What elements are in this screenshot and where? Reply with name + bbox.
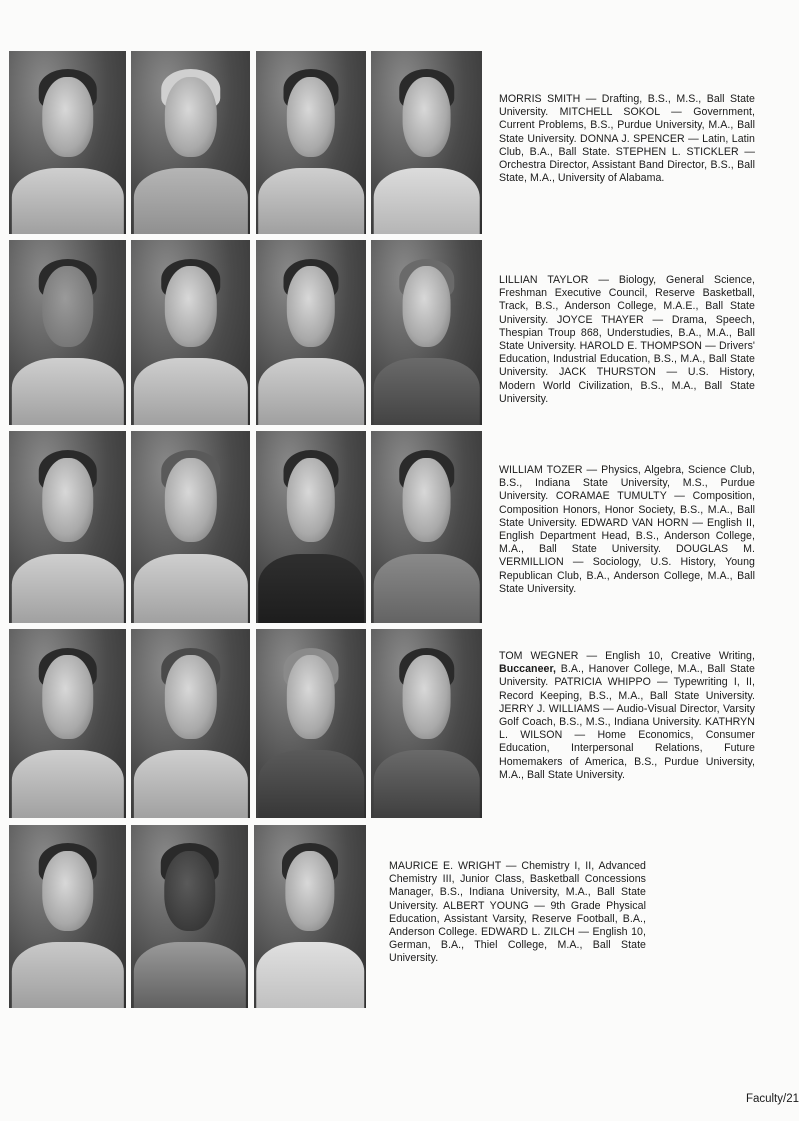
faculty-portrait	[9, 51, 126, 234]
yearbook-name: Buccaneer,	[499, 663, 557, 676]
faculty-portrait	[371, 629, 482, 818]
faculty-portrait	[9, 431, 126, 623]
faculty-caption: LILLIAN TAYLOR — Biology, General Science, Freshman Executive Council, Reserve Basketball, Track, B.S., Anderson College, M.A.E., Ball State University. JOYCE THAYER — Drama, Speech, Thespian Troup 868, Understudies, B.A., M.A., Ball State University. HAROLD E. THOMPSON — Drivers' Education, Industrial Education, B.S., M.A., Ball State University. JACK THURSTON — U.S. History, Modern World Civilization, B.S., M.A., Ball State University.	[499, 274, 755, 405]
faculty-caption: MAURICE E. WRIGHT — Chemistry I, II, Advanced Chemistry III, Junior Class, Basketball Concessions Manager, B.S., Indiana University, M.A., Ball State University. ALBERT YOUNG — 9th Grade Physical Education, Assistant Varsity, Reserve Football, B.A., Anderson College. EDWARD L. ZILCH — English 10, German, B.A., Thiel College, M.A., Ball State University.	[389, 860, 646, 965]
faculty-portrait	[256, 240, 366, 425]
faculty-portrait	[256, 431, 366, 623]
faculty-portrait	[131, 431, 250, 623]
faculty-portrait	[131, 51, 250, 234]
faculty-portrait	[371, 431, 482, 623]
page-folio: Faculty/21	[745, 1093, 799, 1105]
faculty-portrait	[9, 629, 126, 818]
faculty-portrait	[256, 51, 366, 234]
faculty-caption: MORRIS SMITH — Drafting, B.S., M.S., Ball State University. MITCHELL SOKOL — Government, Current Problems, B.S., Purdue University, M.A., Ball State University. DONNA J. SPENCER — Latin, Latin Club, B.A., Ball State. STEPHEN L. STICKLER — Orchestra Director, Assistant Band Director, B.S., Ball State, M.A., University of Alabama.	[499, 93, 755, 185]
caption-text: B.A., Hanover College, M.A., Ball State University. PATRICIA WHIPPO — Typewriting I, II, Record Keeping, B.S., M.A., Ball State University. JERRY J. WILLIAMS — Audio-Visual Director, Varsity Golf Coach, B.S., M.S., Indiana University. KATHRYN L. WILSON — Home Economics, Consumer Education, Interpersonal Relations, Future Homemakers of America, B.S., Purdue University, M.A., Ball State University.	[499, 663, 755, 781]
faculty-portrait	[131, 825, 248, 1008]
faculty-caption	[499, 650, 755, 782]
faculty-portrait	[131, 629, 250, 818]
faculty-portrait	[256, 629, 366, 818]
caption-text: TOM WEGNER — English 10, Creative Writing,	[499, 650, 755, 662]
faculty-portrait	[9, 240, 126, 425]
faculty-portrait	[254, 825, 366, 1008]
faculty-caption: WILLIAM TOZER — Physics, Algebra, Science Club, B.S., Indiana State University, M.S., Purdue University. CORAMAE TUMULTY — Composition, Composition Honors, Honor Society, B.S., M.A., Ball State University. EDWARD VAN HORN — English II, English Department Head, B.S., Anderson College, M.A., Ball State University. DOUGLAS M. VERMILLION — Sociology, U.S. History, Young Republican Club, B.A., Anderson College, M.A., Ball State University.	[499, 464, 755, 595]
faculty-portrait	[371, 51, 482, 234]
faculty-portrait	[371, 240, 482, 425]
faculty-portrait	[131, 240, 250, 425]
faculty-portrait	[9, 825, 126, 1008]
